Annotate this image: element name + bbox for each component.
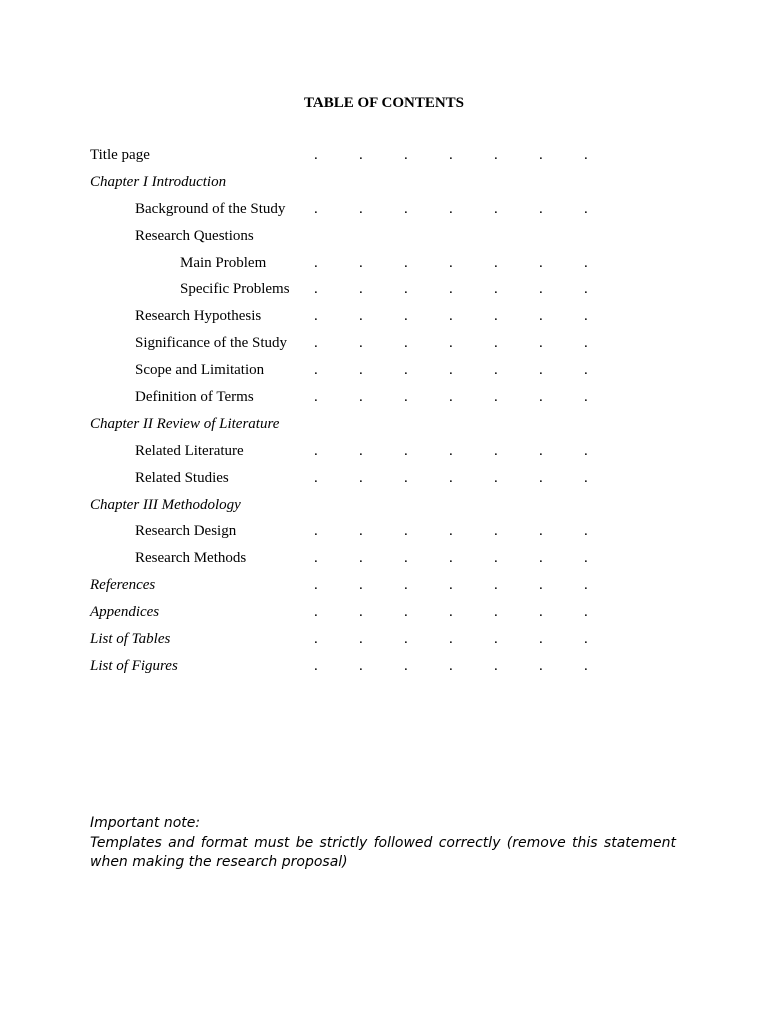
leader-dot: . <box>449 281 453 298</box>
leader-dot: . <box>359 550 363 567</box>
leader-dot: . <box>539 200 543 217</box>
leader-dot: . <box>494 657 498 674</box>
leader-dot: . <box>404 389 408 406</box>
leader-dot: . <box>494 631 498 648</box>
leader-dot: . <box>314 550 318 567</box>
leader-dot: . <box>404 469 408 486</box>
toc-entry-label: Main Problem <box>180 254 267 271</box>
leader-dot: . <box>494 335 498 352</box>
leader-dot: . <box>539 631 543 648</box>
leader-dot: . <box>539 604 543 621</box>
dot-leader <box>314 574 634 596</box>
leader-dot: . <box>314 335 318 352</box>
leader-dot: . <box>404 604 408 621</box>
leader-dot: . <box>314 577 318 594</box>
toc-entry <box>90 655 650 682</box>
leader-dot: . <box>584 147 588 163</box>
dot-leader <box>314 144 634 166</box>
toc-entry <box>90 467 650 494</box>
leader-dot: . <box>449 335 453 352</box>
leader-dot: . <box>539 308 543 325</box>
leader-dot: . <box>494 523 498 540</box>
leader-dot: . <box>359 200 363 217</box>
leader-dot: . <box>584 523 588 540</box>
leader-dot: . <box>584 631 588 648</box>
leader-dot: . <box>584 308 588 325</box>
toc-entry <box>90 574 650 601</box>
leader-dot: . <box>584 604 588 621</box>
dot-leader <box>314 628 634 650</box>
leader-dot: . <box>584 254 588 271</box>
leader-dot: . <box>539 281 543 298</box>
dot-leader <box>314 547 634 569</box>
leader-dot: . <box>359 308 363 325</box>
leader-dot: . <box>359 254 363 271</box>
leader-dot: . <box>449 577 453 594</box>
dot-leader <box>314 252 634 274</box>
toc-entry-label: Significance of the Study <box>135 335 288 352</box>
leader-dot: . <box>539 442 543 459</box>
leader-dot: . <box>359 442 363 459</box>
leader-dot: . <box>494 147 498 163</box>
note-heading: Important note: <box>90 815 201 831</box>
leader-dot: . <box>539 389 543 406</box>
leader-dot: . <box>494 389 498 406</box>
dot-leader <box>314 440 634 462</box>
leader-dot: . <box>494 308 498 325</box>
dot-leader <box>314 359 634 381</box>
leader-dot: . <box>314 657 318 674</box>
leader-dot: . <box>494 550 498 567</box>
leader-dot: . <box>314 604 318 621</box>
toc-entry-label: Related Studies <box>135 469 229 486</box>
leader-dot: . <box>314 442 318 459</box>
leader-dot: . <box>314 362 318 379</box>
leader-dot: . <box>404 631 408 648</box>
leader-dot: . <box>539 254 543 271</box>
toc-entry <box>90 547 650 574</box>
leader-dot: . <box>359 335 363 352</box>
leader-dot: . <box>314 389 318 406</box>
dot-leader <box>314 198 634 220</box>
leader-dot: . <box>404 362 408 379</box>
leader-dot: . <box>494 362 498 379</box>
leader-dot: . <box>314 254 318 271</box>
toc-entry <box>90 144 650 171</box>
leader-dot: . <box>539 335 543 352</box>
toc-entry <box>90 171 650 198</box>
leader-dot: . <box>449 147 453 163</box>
leader-dot: . <box>449 308 453 325</box>
toc-entry-label: Definition of Terms <box>135 389 254 406</box>
leader-dot: . <box>359 147 363 163</box>
toc-entry-label: References <box>90 577 156 594</box>
leader-dot: . <box>404 281 408 298</box>
leader-dot: . <box>449 550 453 567</box>
leader-dot: . <box>314 200 318 217</box>
leader-dot: . <box>494 281 498 298</box>
toc-entry-label: Research Design <box>135 523 237 540</box>
leader-dot: . <box>584 550 588 567</box>
leader-dot: . <box>449 442 453 459</box>
leader-dot: . <box>584 389 588 406</box>
dot-leader <box>314 655 634 677</box>
toc-entry-label: Chapter III Methodology <box>90 496 241 513</box>
leader-dot: . <box>359 604 363 621</box>
leader-dot: . <box>449 631 453 648</box>
leader-dot: . <box>494 200 498 217</box>
leader-dot: . <box>539 147 543 163</box>
toc-entry-label: Appendices <box>90 604 160 621</box>
leader-dot: . <box>404 200 408 217</box>
dot-leader <box>314 520 634 542</box>
leader-dot: . <box>584 469 588 486</box>
leader-dot: . <box>404 442 408 459</box>
leader-dot: . <box>539 657 543 674</box>
important-note <box>90 814 676 873</box>
leader-dot: . <box>449 254 453 271</box>
toc-entry <box>90 386 650 413</box>
leader-dot: . <box>539 523 543 540</box>
leader-dot: . <box>404 550 408 567</box>
leader-dot: . <box>449 389 453 406</box>
leader-dot: . <box>449 657 453 674</box>
leader-dot: . <box>584 442 588 459</box>
toc-entry-label: List of Tables <box>90 631 171 648</box>
leader-dot: . <box>494 442 498 459</box>
dot-leader <box>314 601 634 623</box>
leader-dot: . <box>359 631 363 648</box>
leader-dot: . <box>314 523 318 540</box>
leader-dot: . <box>359 389 363 406</box>
toc-entry <box>90 413 650 440</box>
toc-entry <box>90 278 650 305</box>
toc-entry <box>90 332 650 359</box>
leader-dot: . <box>449 200 453 217</box>
toc-entry <box>90 252 650 279</box>
leader-dot: . <box>314 469 318 486</box>
leader-dot: . <box>449 523 453 540</box>
toc-entry-label: Background of the Study <box>135 200 286 217</box>
toc-entry-label: Specific Problems <box>180 281 290 298</box>
leader-dot: . <box>494 254 498 271</box>
toc-entry-label: Title page <box>90 147 150 163</box>
leader-dot: . <box>314 281 318 298</box>
dot-leader <box>314 467 634 489</box>
leader-dot: . <box>404 657 408 674</box>
leader-dot: . <box>314 308 318 325</box>
leader-dot: . <box>359 523 363 540</box>
toc-entry-label: Chapter I Introduction <box>90 173 227 190</box>
leader-dot: . <box>584 200 588 217</box>
dot-leader <box>314 305 634 327</box>
dot-leader <box>314 386 634 408</box>
leader-dot: . <box>449 604 453 621</box>
toc-entry-label: Research Hypothesis <box>135 308 262 325</box>
leader-dot: . <box>314 631 318 648</box>
leader-dot: . <box>584 335 588 352</box>
toc-entry <box>90 198 650 225</box>
leader-dot: . <box>404 308 408 325</box>
leader-dot: . <box>584 657 588 674</box>
leader-dot: . <box>359 657 363 674</box>
leader-dot: . <box>584 577 588 594</box>
leader-dot: . <box>449 469 453 486</box>
leader-dot: . <box>314 147 318 163</box>
leader-dot: . <box>584 281 588 298</box>
leader-dot: . <box>404 335 408 352</box>
toc-entry-label: Research Questions <box>135 227 254 244</box>
leader-dot: . <box>494 469 498 486</box>
leader-dot: . <box>404 577 408 594</box>
leader-dot: . <box>584 362 588 379</box>
leader-dot: . <box>494 604 498 621</box>
toc-entry <box>90 628 650 655</box>
toc-entry <box>90 494 650 521</box>
page-title: TABLE OF CONTENTS <box>303 95 465 111</box>
toc-entry <box>90 440 650 467</box>
dot-leader <box>314 278 634 300</box>
toc-entry <box>90 225 650 252</box>
toc-entry <box>90 305 650 332</box>
leader-dot: . <box>359 577 363 594</box>
toc-entry <box>90 601 650 628</box>
toc-entry <box>90 359 650 386</box>
leader-dot: . <box>404 147 408 163</box>
toc-entry-label: List of Figures <box>90 657 178 674</box>
dot-leader <box>314 332 634 354</box>
toc-entry-label: Related Literature <box>135 442 244 459</box>
toc-entry-label: Chapter II Review of Literature <box>90 415 280 432</box>
leader-dot: . <box>494 577 498 594</box>
leader-dot: . <box>359 469 363 486</box>
leader-dot: . <box>359 281 363 298</box>
toc-entry-label: Scope and Limitation <box>135 362 265 379</box>
table-of-contents <box>90 144 650 682</box>
leader-dot: . <box>539 469 543 486</box>
leader-dot: . <box>539 362 543 379</box>
leader-dot: . <box>404 523 408 540</box>
leader-dot: . <box>449 362 453 379</box>
leader-dot: . <box>359 362 363 379</box>
note-body: Templates and format must be strictly followed correctly (remove this statement when making the research proposal) <box>90 834 676 870</box>
leader-dot: . <box>404 254 408 271</box>
leader-dot: . <box>539 577 543 594</box>
leader-dot: . <box>539 550 543 567</box>
toc-entry-label: Research Methods <box>135 550 247 567</box>
toc-entry <box>90 520 650 547</box>
